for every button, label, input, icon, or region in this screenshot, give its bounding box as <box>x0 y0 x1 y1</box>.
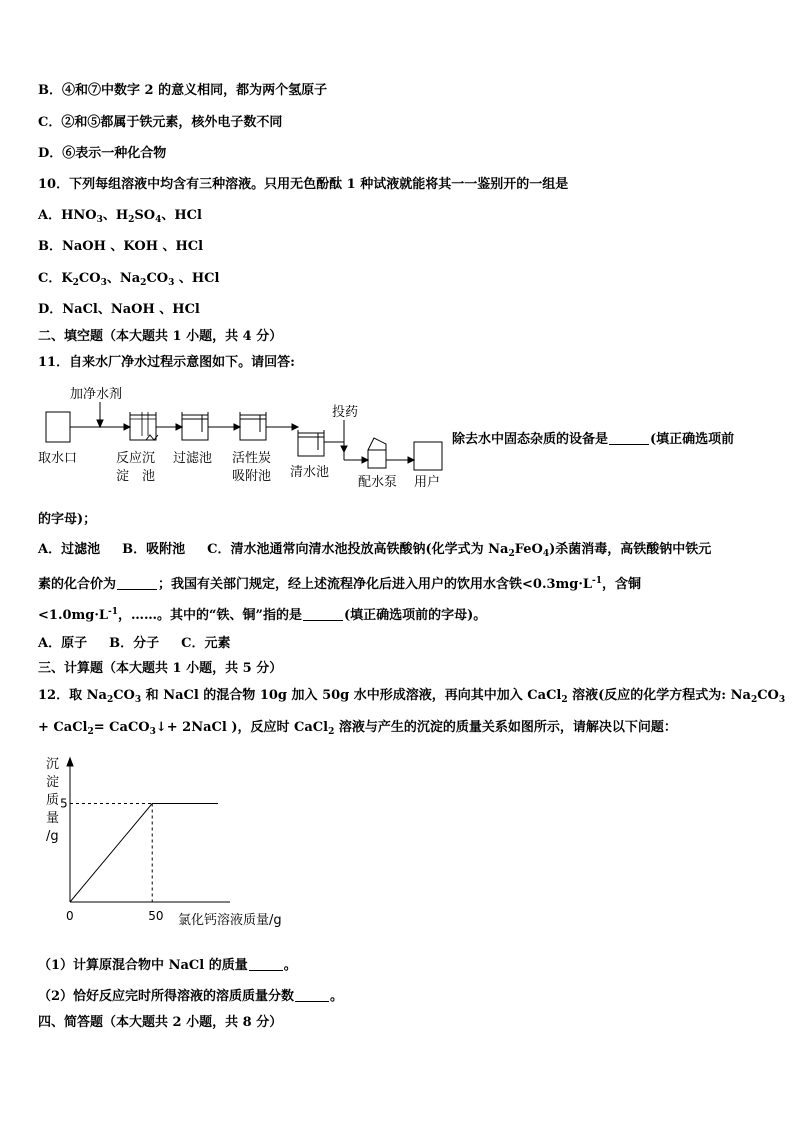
q12-line-2: + CaCl$_2$= CaCO$_3$↓+ 2NaCl )，反应时 CaCl$_2$ 溶液与产生的沉淀的质量关系如图所示，请解决以下问题： <box>38 720 677 737</box>
y-axis-label-char: 淀 <box>46 775 60 790</box>
section-4-heading: 四、简答题（本大题共 2 小题，共 8 分） <box>38 1015 283 1030</box>
y-axis-label-char: 质 <box>46 793 60 808</box>
x-axis-label: 氯化钙溶液质量/g <box>178 913 282 928</box>
answer-blank[interactable] <box>249 958 283 971</box>
stage-reaction-1: 反应沉 <box>116 451 156 466</box>
answer-blank[interactable] <box>609 432 649 445</box>
pump <box>368 438 386 468</box>
y-axis-label-char: 沉 <box>46 757 60 772</box>
reaction-tank <box>130 412 156 440</box>
stage-intake: 取水口 <box>38 451 78 466</box>
q9-option-c: C．②和⑤都属于铁元素，核外电子数不同 <box>38 115 283 130</box>
section-3-heading: 三、计算题（本大题共 1 小题，共 5 分） <box>38 661 283 676</box>
q11-copper-line: $<1.0mg\cdot L^{-1}$，……。其中的“铁、铜”指的是 (填正确选项前的字母)。 <box>38 607 487 623</box>
answer-blank[interactable] <box>117 577 157 590</box>
q11-side-text: 除去水中固态杂质的设备是 (填正确选项前 <box>452 432 735 447</box>
stage-pump: 配水泵 <box>358 475 398 490</box>
stage-filter: 过滤池 <box>173 451 213 466</box>
dose-label: 投药 <box>332 405 359 420</box>
adsorption-tank <box>240 412 266 440</box>
q10-option-d: D．NaCl、NaOH 、HCl <box>38 302 200 317</box>
q10-option-c: C．$K_2CO_3$、$Na_2CO_3$ 、HCl <box>38 271 220 288</box>
q11-options2: A．原子 B．分子 C．元素 <box>38 636 231 651</box>
agent-label: 加净水剂 <box>70 387 123 402</box>
q11-valence-line: 素的化合价为 ；我国有关部门规定，经上述流程净化后进入用户的饮用水含铁$<0.3mg\cdot L^{-1}$，含铜 <box>38 576 642 592</box>
stage-clear: 清水池 <box>290 465 330 480</box>
answer-blank[interactable] <box>303 608 343 621</box>
answer-blank[interactable] <box>295 989 329 1002</box>
y-axis-arrow <box>67 758 73 766</box>
q10-stem: 10．下列每组溶液中均含有三种溶液。只用无色酚酞 1 种试液就能将其一一鉴别开的一组是 <box>38 177 569 192</box>
y-axis-label-char: 量 <box>46 811 60 826</box>
section-2-heading: 二、填空题（本大题共 1 小题，共 4 分） <box>38 329 283 344</box>
stage-carbon-2: 吸附池 <box>232 469 272 484</box>
stage-reaction-2: 淀 池 <box>116 469 156 484</box>
filter-tank <box>182 412 208 440</box>
y-axis-label-char: /g <box>46 829 59 844</box>
series-line <box>70 804 218 902</box>
q10-option-a: A．$HNO_3$、$H_2SO_4$、HCl <box>38 208 202 225</box>
stage-user: 用户 <box>414 475 441 490</box>
q11-stem: 11．自来水厂净水过程示意图如下。请回答: <box>38 355 295 370</box>
q10-option-b: B．NaOH 、KOH 、HCl <box>38 239 204 254</box>
clear-water-tank <box>298 430 324 456</box>
q12-line-1: 12．取 $Na_2CO_3$ 和 NaCl 的混合物 10g 加入 50g 水中形成溶液，再向其中加入 CaCl$_2$ 溶液(反应的化学方程式为: $Na_2CO_3$ <box>38 688 786 705</box>
stage-carbon-1: 活性炭 <box>232 451 272 466</box>
q12-sub-2: （2）恰好反应完时所得溶液的溶质质量分数 。 <box>38 989 344 1004</box>
q9-option-d: D．⑥表示一种化合物 <box>38 146 167 161</box>
user-box <box>414 442 442 470</box>
intake-box <box>46 412 70 442</box>
x-tick-label: 50 <box>148 909 164 923</box>
q11-continuation: 的字母)； <box>38 512 97 527</box>
water-treatment-flow-diagram <box>38 380 458 492</box>
x-tick-label: 0 <box>66 909 74 923</box>
q9-option-b: B．④和⑦中数字 2 的意义相同，都为两个氢原子 <box>38 83 328 98</box>
y-tick-label: 5 <box>60 796 68 811</box>
q11-options-line: A．过滤池 B．吸附池 C．清水池通常向清水池投放高铁酸钠(化学式为 $Na_2FeO_4$)杀菌消毒，高铁酸钠中铁元 <box>38 542 712 559</box>
q12-sub-1: （1）计算原混合物中 NaCl 的质量 。 <box>38 958 297 973</box>
precipitate-chart <box>38 752 298 932</box>
